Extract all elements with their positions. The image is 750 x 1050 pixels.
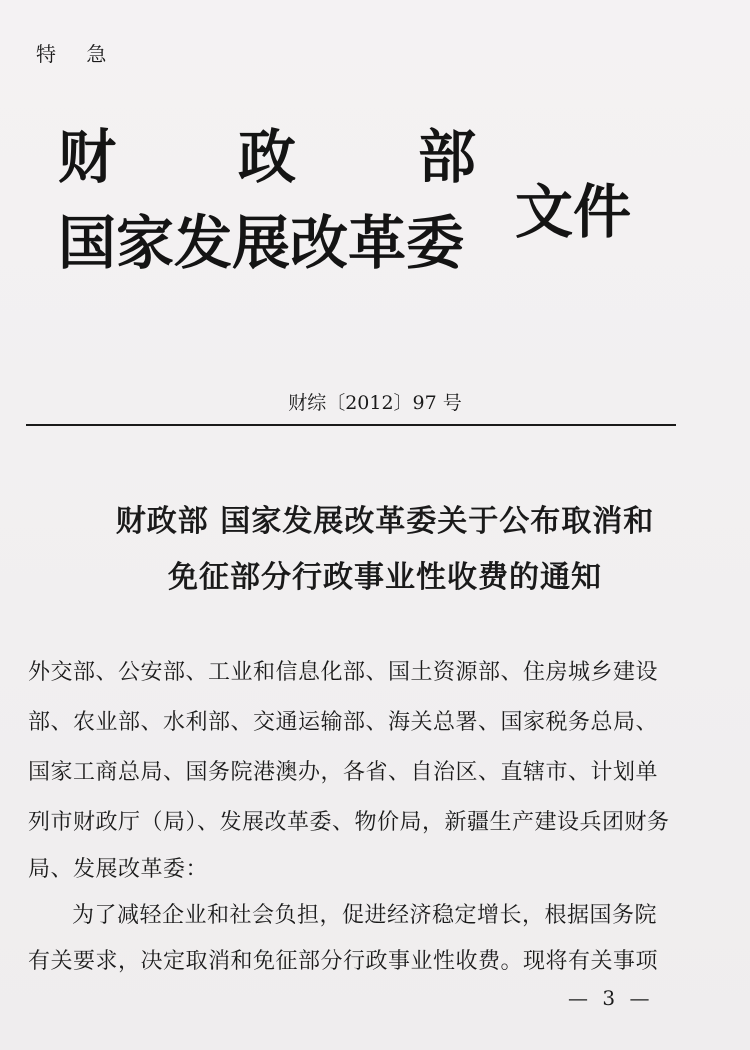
body-text-line: 部、农业部、水利部、交通运输部、海关总署、国家税务总局、: [28, 710, 659, 735]
body-text-line: 局、发展改革委：: [28, 857, 209, 882]
doc-type-label: 文件: [515, 178, 632, 246]
issuer-ndrc: 国家发展改革委: [58, 209, 465, 277]
issuer-char: 财: [58, 123, 117, 191]
document-number: 财综〔2012〕97 号: [288, 392, 462, 414]
body-text-line: 列市财政厅（局）、发展改革委、物价局，新疆生产建设兵团财务: [28, 810, 670, 835]
issuer-char: 政: [238, 123, 297, 191]
document-title-line-2: 免征部分行政事业性收费的通知: [168, 560, 602, 595]
body-text-line: 有关要求，决定取消和免征部分行政事业性收费。现将有关事项: [28, 949, 659, 974]
issuer-char: 部: [418, 123, 477, 191]
header-divider: [26, 424, 676, 426]
body-text-line: 国家工商总局、国务院港澳办，各省、自治区、直辖市、计划单: [28, 760, 659, 785]
page-number: — 3 —: [568, 986, 654, 1010]
body-text-line: 外交部、公安部、工业和信息化部、国土资源部、住房城乡建设: [28, 660, 659, 685]
body-text-line: 为了减轻企业和社会负担，促进经济稳定增长，根据国务院: [72, 903, 658, 928]
document-title-line-1: 财政部 国家发展改革委关于公布取消和: [115, 504, 655, 539]
urgency-label: 特 急: [36, 42, 119, 66]
